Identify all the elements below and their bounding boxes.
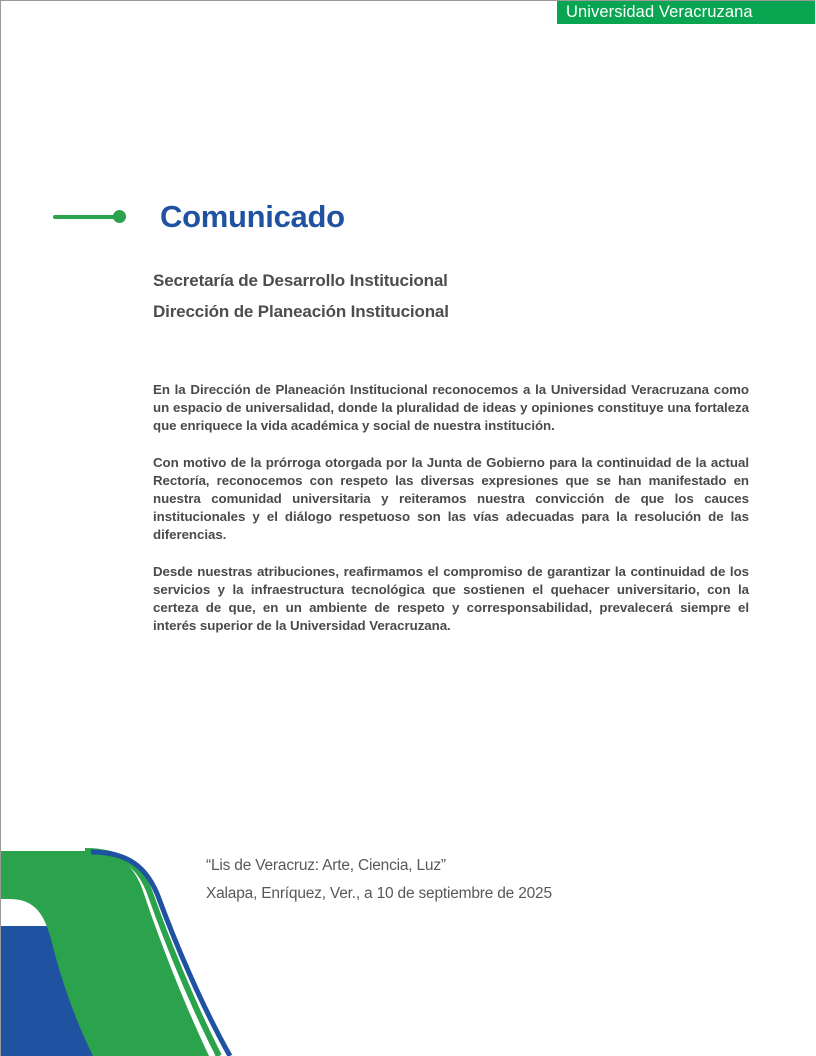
page-title: Comunicado (160, 199, 345, 234)
subtitle-secretaria: Secretaría de Desarrollo Institucional (153, 271, 448, 290)
subtitle-direccion: Dirección de Planeación Institucional (153, 302, 449, 321)
body-paragraph-1: En la Dirección de Planeación Institucional reconocemos a la Universidad Veracruzana como un espacio de universalidad, donde la pluralidad de ideas y opiniones constituye una fortaleza que enriquece la vida académica y social de nuestra institución. (153, 382, 749, 434)
footer-dateline: Xalapa, Enríquez, Ver., a 10 de septiembre de 2025 (206, 885, 552, 902)
body-paragraph-3: Desde nuestras atribuciones, reafirmamos el compromiso de garantizar la continuidad de los servicios y la infraestructura tecnológica que sostienen el quehacer universitario, con la certeza de que, en un ambiente de respeto y corresponsabilidad, prevalecerá siempre el interés superior de la Universidad Veracruzana. (153, 563, 749, 634)
footer-motto: “Lis de Veracruz: Arte, Ciencia, Luz” (206, 857, 446, 874)
header-banner (557, 1, 815, 24)
accent-line-decoration (53, 215, 115, 219)
body-content (153, 381, 749, 635)
footer-text-group (206, 852, 726, 908)
accent-dot-decoration (113, 210, 126, 223)
body-paragraph-2: Con motivo de la prórroga otorgada por la Junta de Gobierno para la continuidad de la actual Rectoría, reconocemos con respeto las diversas expresiones que se han manifestado en nuestra comunidad universitaria y reiteramos nuestra convicción de que los cauces institucionales y el diálogo respetuoso son las vías adecuadas para la resolución de las diferencias. (153, 454, 749, 543)
subtitle-group (153, 265, 753, 327)
university-name-label: Universidad Veracruzana (566, 3, 753, 22)
document-title-row (53, 201, 345, 232)
